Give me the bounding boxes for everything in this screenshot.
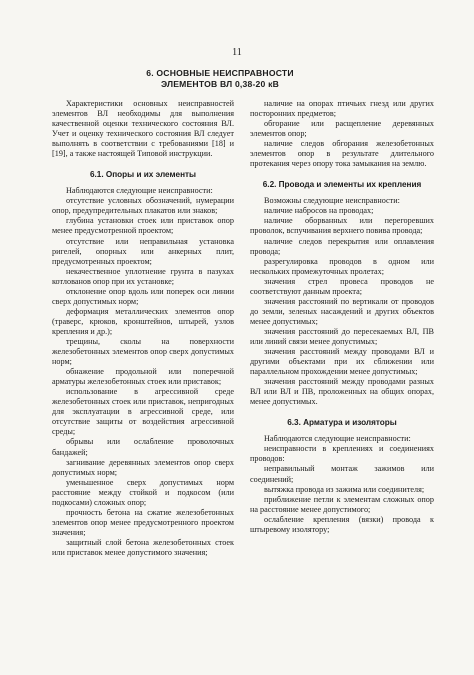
paragraph: Наблюдаются следующие неисправности:: [264, 434, 411, 444]
section-heading-line-1: 6. ОСНОВНЫЕ НЕИСПРАВНОСТИ: [146, 68, 294, 78]
page-number: 11: [232, 47, 242, 58]
paragraph: трещины, сколы на поверхности железобетонных элементов опор сверх допустимых норм;: [52, 336, 234, 367]
paragraph: Наблюдаются следующие неисправности:: [66, 186, 213, 196]
right-column: [250, 99, 434, 535]
subsection-heading-6-2: 6.2. Провода и элементы их крепления: [262, 180, 422, 190]
paragraph: уменьшенное сверх допустимых норм расстояние между стойкой и подкосом (или подкосами) сложных опор;: [52, 477, 234, 507]
paragraph: неисправности в креплениях и соединениях проводов:: [250, 444, 434, 464]
paragraph: значения стрел провеса проводов не соответствуют данным проекта;: [250, 276, 434, 296]
paragraph: отсутствие условных обозначений, нумерации опор, предупредительных плакатов или знаков;: [52, 196, 234, 216]
paragraph: глубина установки стоек или приставок опор менее предусмотренной проектом;: [52, 216, 234, 236]
paragraph: некачественное уплотнение грунта в пазухах котлованов опор при их установке;: [52, 266, 234, 286]
paragraph: загнивание деревянных элементов опор сверх допустимых норм;: [52, 457, 234, 477]
paragraph: использование в агрессивной среде железобетонных стоек или приставок, непригодных для эксплуатации в агрессивной среде, или отсутствие защиты от воздействия агрессивной среды;: [52, 387, 234, 437]
paragraph: ослабление крепления (вязки) провода к штыревому изолятору;: [250, 514, 434, 534]
paragraph: прочность бетона на сжатие железобетонных элементов опор менее предусмотренного проектом значения;: [52, 507, 234, 537]
paragraph: деформация металлических элементов опор (траверс, крюков, кронштейнов, штырей, узлов крепления и др.);: [52, 306, 234, 336]
paragraph: наличие набросов на проводах;: [264, 206, 374, 216]
subsection-heading-6-1: 6.1. Опоры и их элементы: [89, 170, 197, 180]
paragraph: значения расстояний по вертикали от проводов до земли, зеленых насаждений и других объектов менее допустимых;: [250, 296, 434, 326]
section-heading: [95, 68, 345, 90]
paragraph: неправильный монтаж зажимов или соединений;: [250, 464, 434, 484]
intro-paragraph: Характеристики основных неисправностей элементов ВЛ необходимы для выполнения качественной оценки технического состояния ВЛ. Учет и оценку технического состояния ВЛ следует выполнять в соответствии с требованиями [18] и [19], а также настоящей Типовой инструкции.: [52, 99, 234, 159]
paragraph: наличие оборванных или перегоревших проволок, вспучивания верхнего повива провода;: [250, 216, 434, 236]
paragraph: обгорание или расщепление деревянных элементов опор;: [250, 119, 434, 139]
paragraph: Возможны следующие неисправности:: [264, 196, 400, 206]
paragraph: наличие следов обгорания железобетонных элементов опор в результате длительного протекания через опору тока замыкания на землю.: [250, 139, 434, 169]
paragraph: наличие следов перекрытия или оплавления провода;: [250, 236, 434, 256]
paragraph: разрегулировка проводов в одном или нескольких промежуточных пролетах;: [250, 256, 434, 276]
paragraph: приближение петли к элементам сложных опор на расстояние менее допустимого;: [250, 494, 434, 514]
paragraph: наличие на опорах птичьих гнезд или других посторонних предметов;: [250, 99, 434, 119]
subsection-heading-6-3: 6.3. Арматура и изоляторы: [287, 418, 397, 428]
left-column: [52, 99, 234, 558]
paragraph: значения расстояний между проводами разных ВЛ или ВЛ и ПВ, проложенных на общих опорах, менее допустимых.: [250, 377, 434, 407]
paragraph: значения расстояний до пересекаемых ВЛ, ПВ или линий связи менее допустимых;: [250, 326, 434, 346]
section-heading-line-2: ЭЛЕМЕНТОВ ВЛ 0,38-20 кВ: [160, 79, 279, 89]
paragraph: вытяжка провода из зажима или соединителя;: [264, 484, 425, 494]
paragraph: значения расстояний между проводами ВЛ и другими объектами при их сближении или параллельном прохождении менее допустимых;: [250, 347, 434, 377]
paragraph: защитный слой бетона железобетонных стоек или приставок менее допустимого значения;: [52, 537, 234, 557]
paragraph: отклонение опор вдоль или поперек оси линии сверх допустимых норм;: [52, 286, 234, 306]
paragraph: обрывы или ослабление проволочных бандажей;: [52, 437, 234, 457]
paragraph: обнажение продольной или поперечной арматуры железобетонных стоек или приставок;: [52, 367, 234, 387]
paragraph: отсутствие или неправильная установка ригелей, опорных или анкерных плит, предусмотренных проектом;: [52, 236, 234, 266]
